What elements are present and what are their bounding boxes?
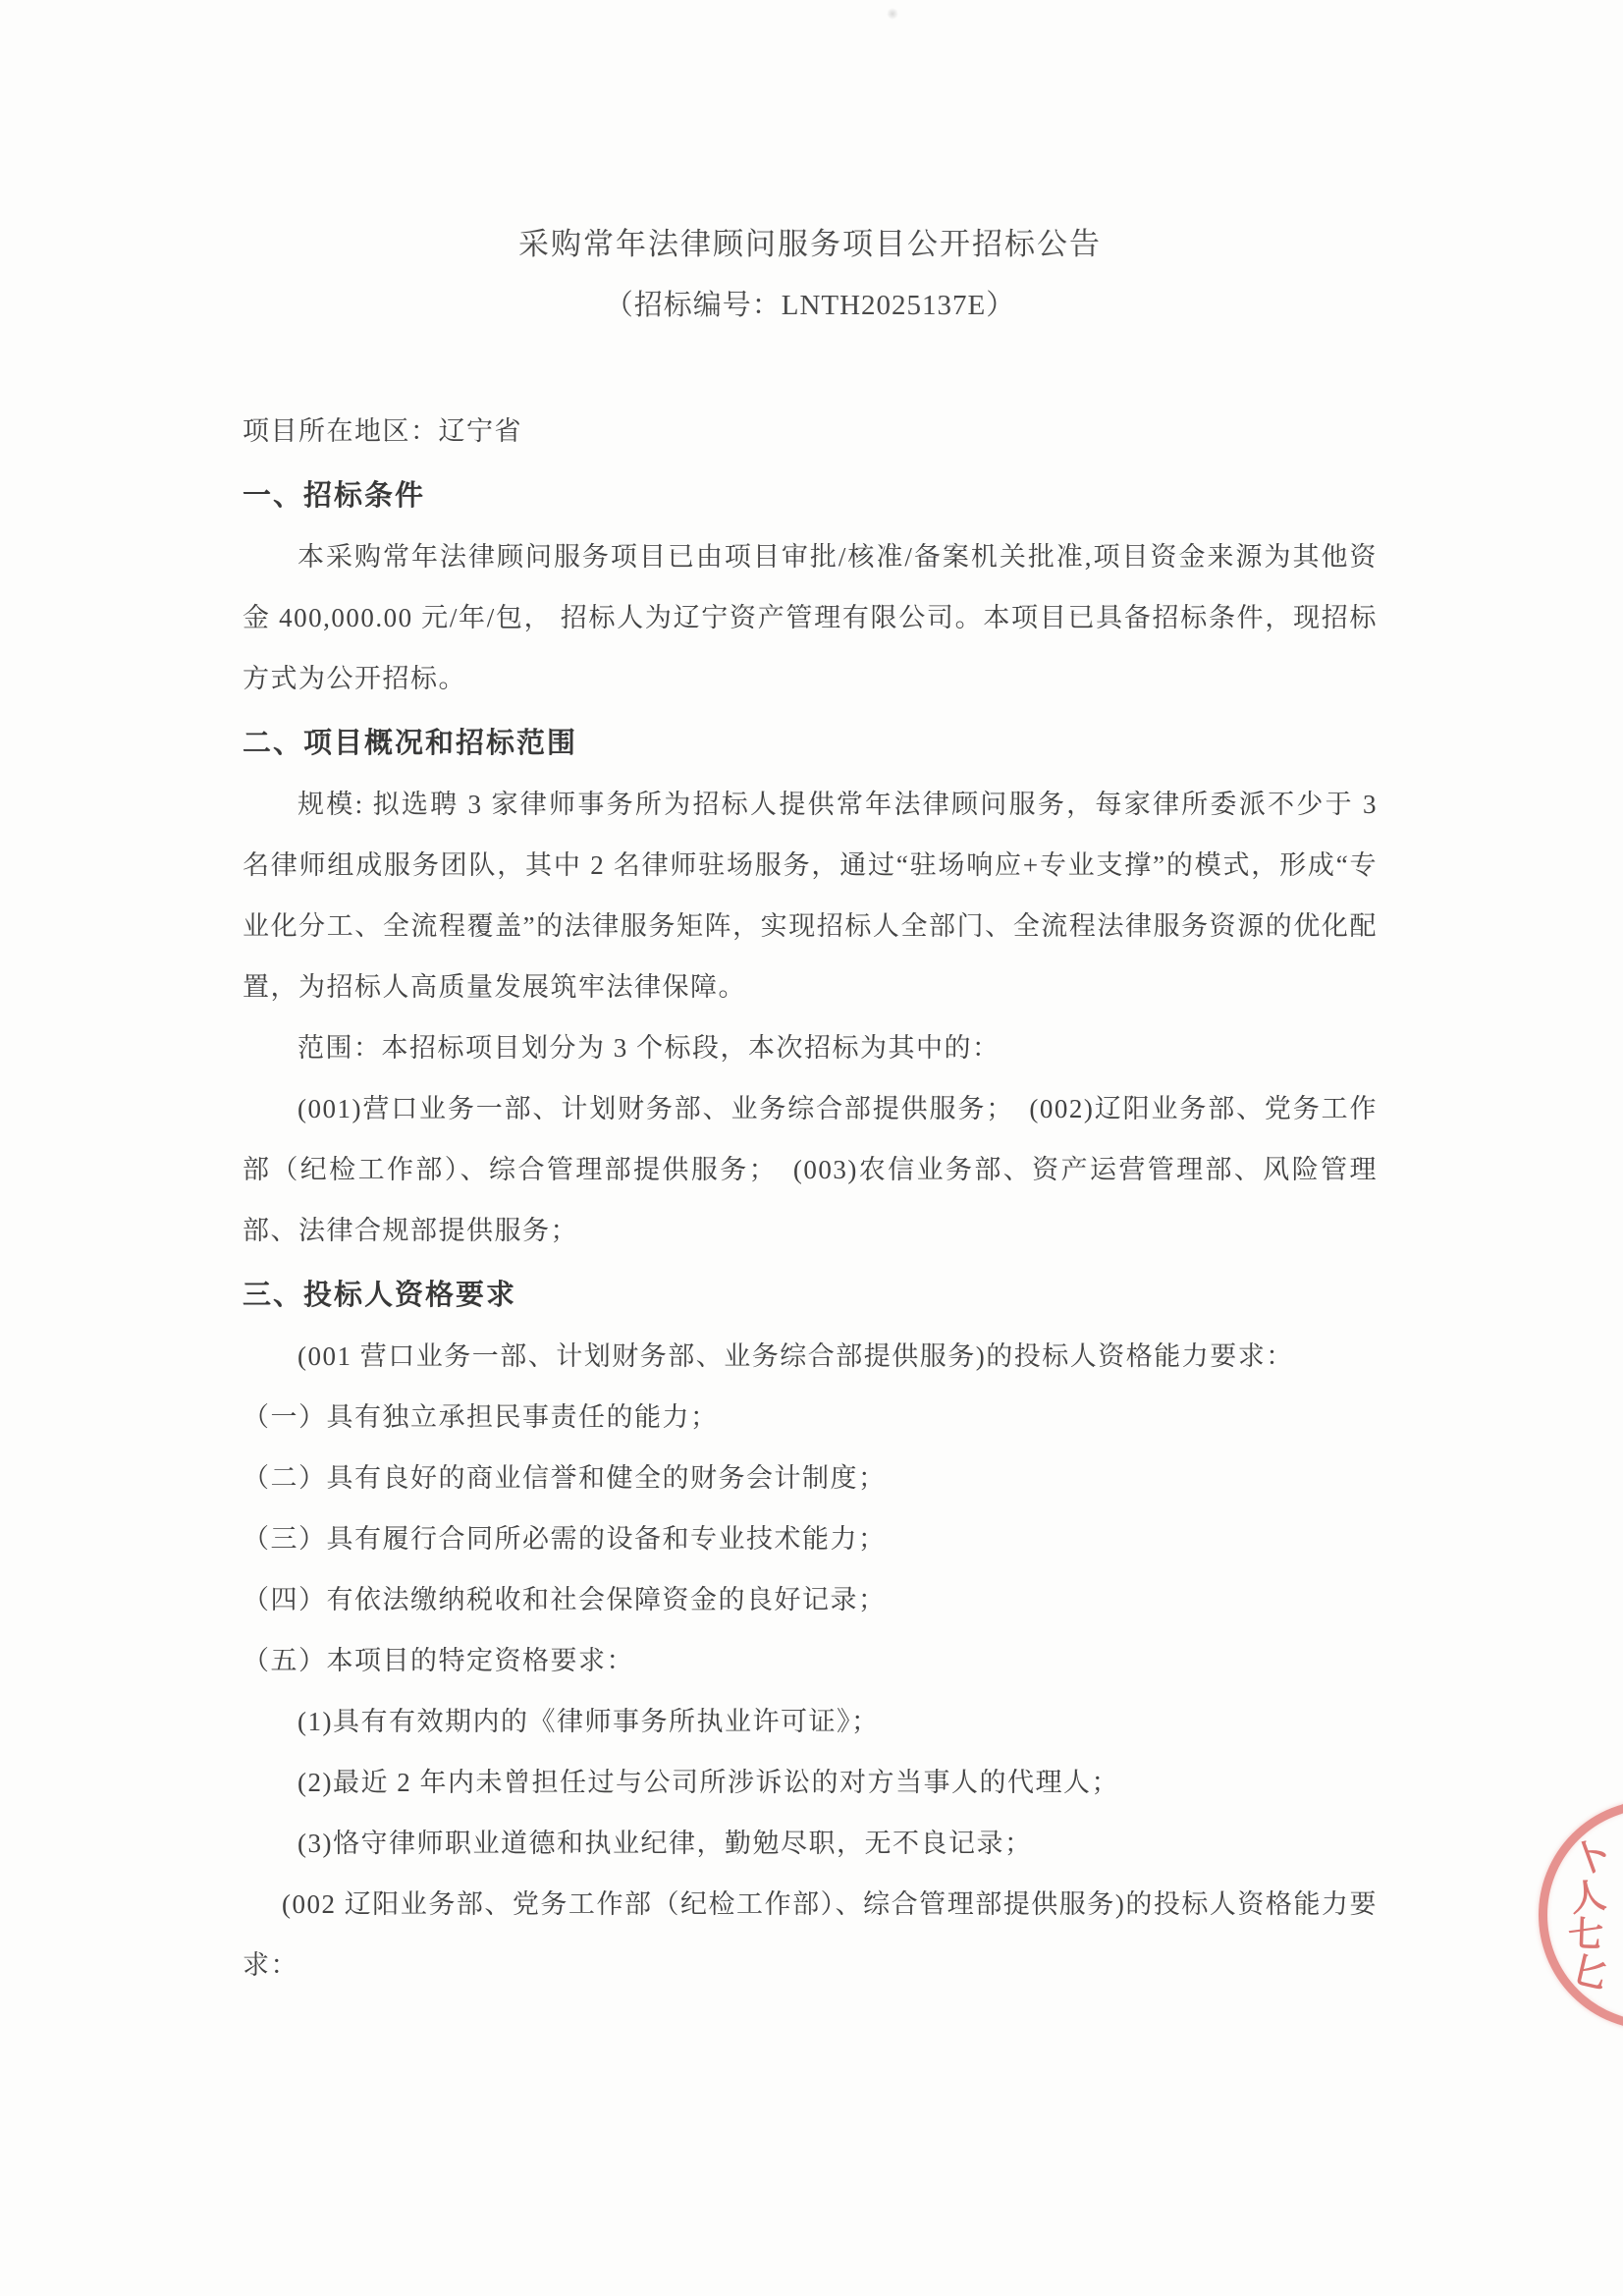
seal-fragment-glyph: 人 <box>1567 1875 1608 1920</box>
section-2-lots-paragraph: (001)营口业务一部、计划财务部、业务综合部提供服务； (002)辽阳业务部、党务工作部（纪检工作部）、综合管理部提供服务； (003)农信业务部、资产运营管理部、风险管理部、法律合规部提供服务； <box>243 1094 1378 1245</box>
qualification-item-1: （一）具有独立承担民事责任的能力； <box>243 1402 719 1432</box>
tender-number-line: （招标编号：LNTH2025137E） <box>604 290 1016 321</box>
section-3-intro-lot-002: (002 辽阳业务部、党务工作部（纪检工作部）、综合管理部提供服务)的投标人资格能力要求： <box>243 1889 1378 1980</box>
document-title: 采购常年法律顾问服务项目公开招标公告 <box>518 227 1102 261</box>
qualification-item-3: （三）具有履行合同所必需的设备和专业技术能力； <box>243 1524 887 1554</box>
qualification-item-5: （五）本项目的特定资格要求： <box>243 1646 634 1675</box>
document-body <box>243 0 1378 1995</box>
section-1-paragraph: 本采购常年法律顾问服务项目已由项目审批/核准/备案机关批准,项目资金来源为其他资金 400,000.00 元/年/包， 招标人为辽宁资产管理有限公司。本项目已具备招标条件，现招标方式为公开招标。 <box>243 542 1378 693</box>
seal-fragment-glyph: 七 <box>1567 1914 1604 1955</box>
section-1-heading: 一、招标条件 <box>243 480 426 512</box>
specific-requirement-1: (1)具有有效期内的《律师事务所执业许可证》； <box>298 1707 880 1736</box>
qualification-item-2: （二）具有良好的商业信誉和健全的财务会计制度； <box>243 1463 887 1493</box>
red-seal-icon <box>1539 1800 1623 2030</box>
qualification-item-4: （四）有依法缴纳税收和社会保障资金的良好记录； <box>243 1585 887 1614</box>
section-2-heading: 二、项目概况和招标范围 <box>243 728 578 759</box>
specific-requirement-2: (2)最近 2 年内未曾担任过与公司所涉诉讼的对方当事人的代理人； <box>298 1768 1119 1797</box>
section-2-range-paragraph: 范围：本招标项目划分为 3 个标段，本次招标为其中的： <box>298 1033 1001 1063</box>
specific-requirement-3: (3)恪守律师职业道德和执业纪律，勤勉尽职，无不良记录； <box>298 1829 1033 1858</box>
seal-fragment-glyph: 匕 <box>1568 1949 1612 1996</box>
section-3-intro-lot-001: (001 营口业务一部、计划财务部、业务综合部提供服务)的投标人资格能力要求： <box>298 1341 1294 1371</box>
project-region-line: 项目所在地区：辽宁省 <box>243 416 522 446</box>
section-2-scale-paragraph: 规模: 拟选聘 3 家律师事务所为招标人提供常年法律顾问服务，每家律所委派不少于 3 名律师组成服务团队，其中 2 名律师驻场服务，通过“驻场响应+专业支撑”的模式，形成“专业化分工、全流程覆盖”的法律服务矩阵，实现招标人全部门、全流程法律服务资源的优化配置，为招标人高质量发展筑牢法律保障。 <box>243 790 1378 1002</box>
seal-fragment-glyph: 卜 <box>1568 1832 1615 1883</box>
section-3-heading: 三、投标人资格要求 <box>243 1280 517 1311</box>
